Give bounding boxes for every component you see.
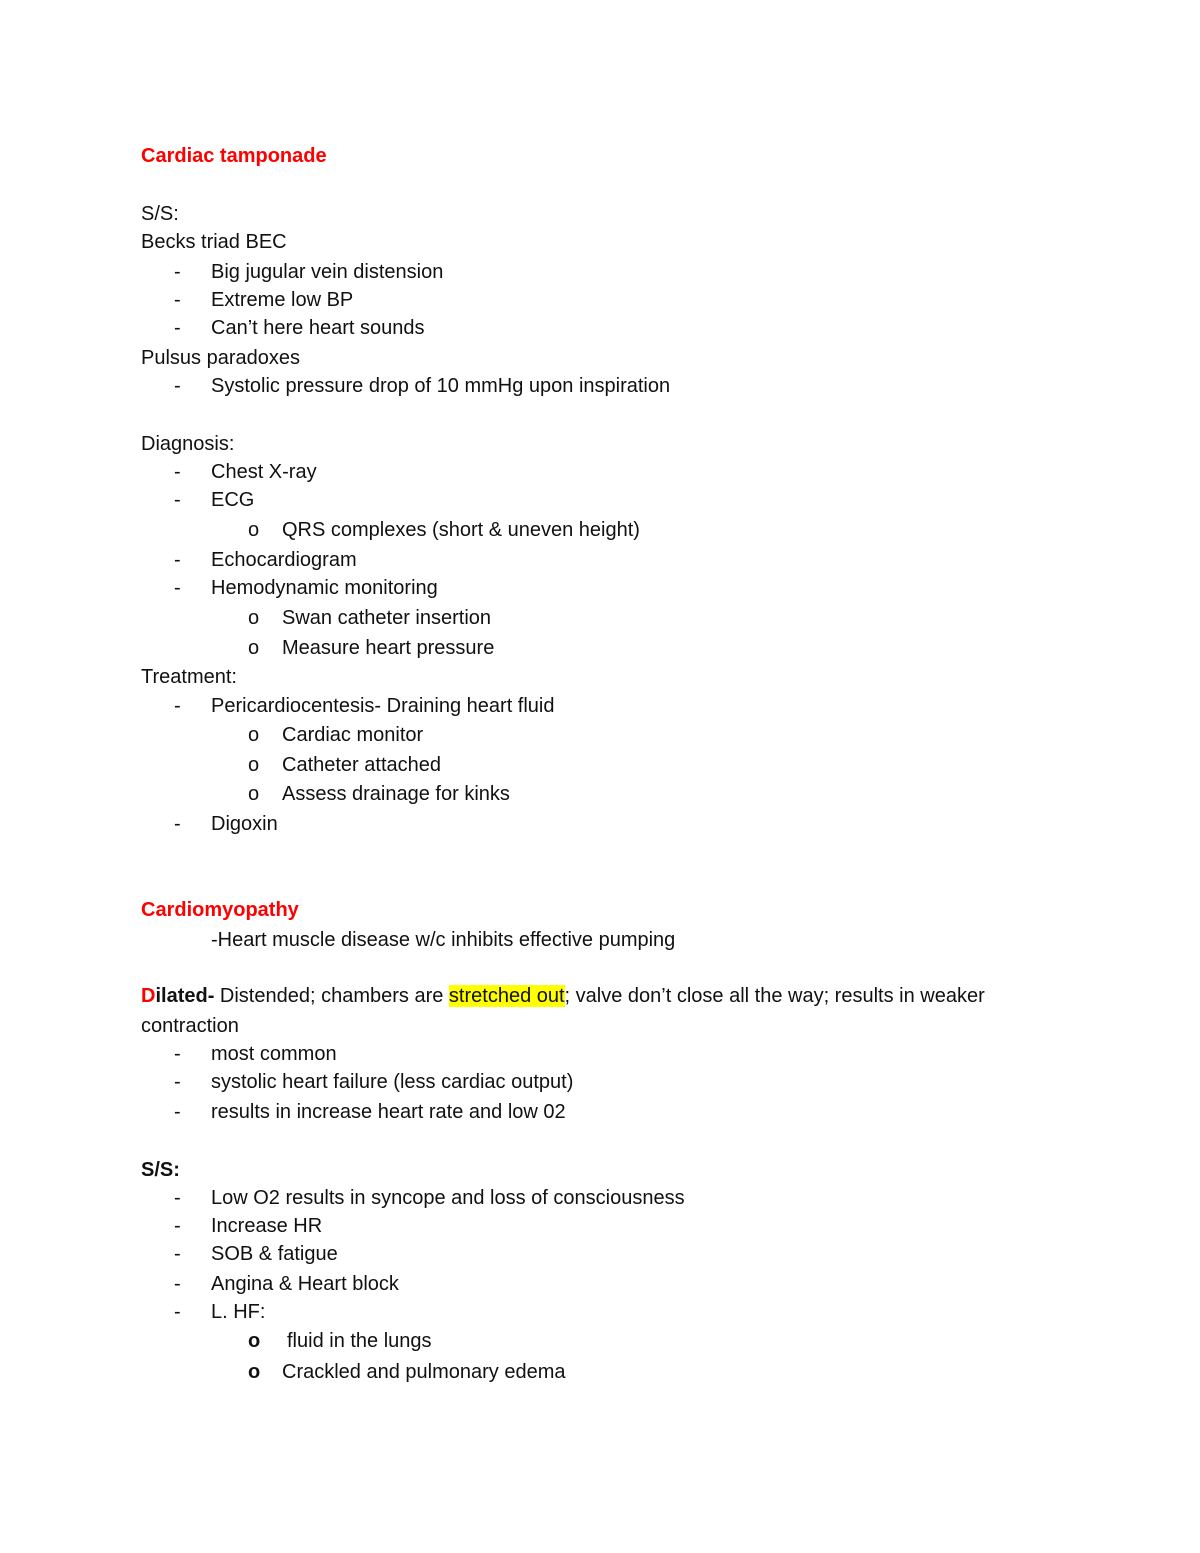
circle-bullet: o: [248, 637, 260, 659]
list-item: ECG: [211, 489, 255, 511]
highlighted-text: stretched out: [448, 985, 565, 1007]
becks-triad-label: Becks triad BEC: [141, 231, 287, 253]
dash-bullet: -: [174, 1043, 181, 1065]
dash-bullet: -: [174, 1273, 181, 1295]
dilated-first-letter: D: [141, 985, 156, 1007]
list-item: Can’t here heart sounds: [211, 317, 425, 339]
ss-label: S/S:: [141, 203, 179, 225]
dash-bullet: -: [174, 1187, 181, 1209]
list-item: Big jugular vein distension: [211, 261, 444, 283]
diagnosis-label: Diagnosis:: [141, 433, 235, 455]
circle-bullet: o: [248, 1330, 261, 1352]
dash-bullet: -: [174, 1101, 181, 1123]
dilated-label: ilated-: [155, 985, 215, 1007]
ss-label-bold: S/S:: [141, 1159, 180, 1181]
circle-bullet: o: [248, 1361, 261, 1383]
list-item: Systolic pressure drop of 10 mmHg upon inspiration: [211, 375, 671, 397]
list-item: Echocardiogram: [211, 549, 357, 571]
list-item: Assess drainage for kinks: [282, 783, 510, 805]
list-item: Catheter attached: [282, 754, 441, 776]
list-item: Hemodynamic monitoring: [211, 577, 438, 599]
list-item: L. HF:: [211, 1301, 266, 1323]
dash-bullet: -: [174, 375, 181, 397]
list-item: Crackled and pulmonary edema: [282, 1361, 566, 1383]
dash-bullet: -: [174, 461, 181, 483]
list-item: Cardiac monitor: [282, 724, 424, 746]
dash-bullet: -: [174, 489, 181, 511]
list-item: Extreme low BP: [211, 289, 354, 311]
dash-bullet: -: [174, 1301, 181, 1323]
circle-bullet: o: [248, 724, 260, 746]
list-item: Swan catheter insertion: [282, 607, 492, 629]
dash-bullet: -: [174, 1071, 181, 1093]
list-item: fluid in the lungs: [287, 1330, 432, 1352]
treatment-label: Treatment:: [141, 666, 237, 688]
list-item: Chest X-ray: [211, 461, 317, 483]
section-title-cardiac-tamponade: Cardiac tamponade: [141, 145, 327, 167]
dilated-continuation: contraction: [141, 1015, 239, 1037]
dilated-text-after: ; valve don’t close all the way; results in weaker: [564, 985, 985, 1007]
dash-bullet: -: [174, 813, 181, 835]
section-title-cardiomyopathy: Cardiomyopathy: [141, 899, 299, 921]
dash-bullet: -: [174, 289, 181, 311]
list-item: QRS complexes (short & uneven height): [282, 519, 640, 541]
dash-bullet: -: [174, 577, 181, 599]
pulsus-label: Pulsus paradoxes: [141, 347, 300, 369]
list-item: Digoxin: [211, 813, 278, 835]
list-item: systolic heart failure (less cardiac output): [211, 1071, 574, 1093]
list-item: Pericardiocentesis- Draining heart fluid: [211, 695, 555, 717]
circle-bullet: o: [248, 607, 260, 629]
cardiomyopathy-definition: -Heart muscle disease w/c inhibits effective pumping: [211, 929, 676, 951]
list-item: most common: [211, 1043, 337, 1065]
list-item: Low O2 results in syncope and loss of consciousness: [211, 1187, 685, 1209]
list-item: Increase HR: [211, 1215, 323, 1237]
dash-bullet: -: [174, 695, 181, 717]
circle-bullet: o: [248, 783, 260, 805]
circle-bullet: o: [248, 754, 260, 776]
dash-bullet: -: [174, 549, 181, 571]
dash-bullet: -: [174, 1243, 181, 1265]
circle-bullet: o: [248, 519, 260, 541]
dilated-text-before: Distended; chambers are: [214, 985, 449, 1007]
dilated-description: [141, 983, 985, 1009]
list-item: SOB & fatigue: [211, 1243, 338, 1265]
list-item: results in increase heart rate and low 02: [211, 1101, 566, 1123]
dash-bullet: -: [174, 317, 181, 339]
dash-bullet: -: [174, 1215, 181, 1237]
dash-bullet: -: [174, 261, 181, 283]
list-item: Angina & Heart block: [211, 1273, 399, 1295]
list-item: Measure heart pressure: [282, 637, 495, 659]
